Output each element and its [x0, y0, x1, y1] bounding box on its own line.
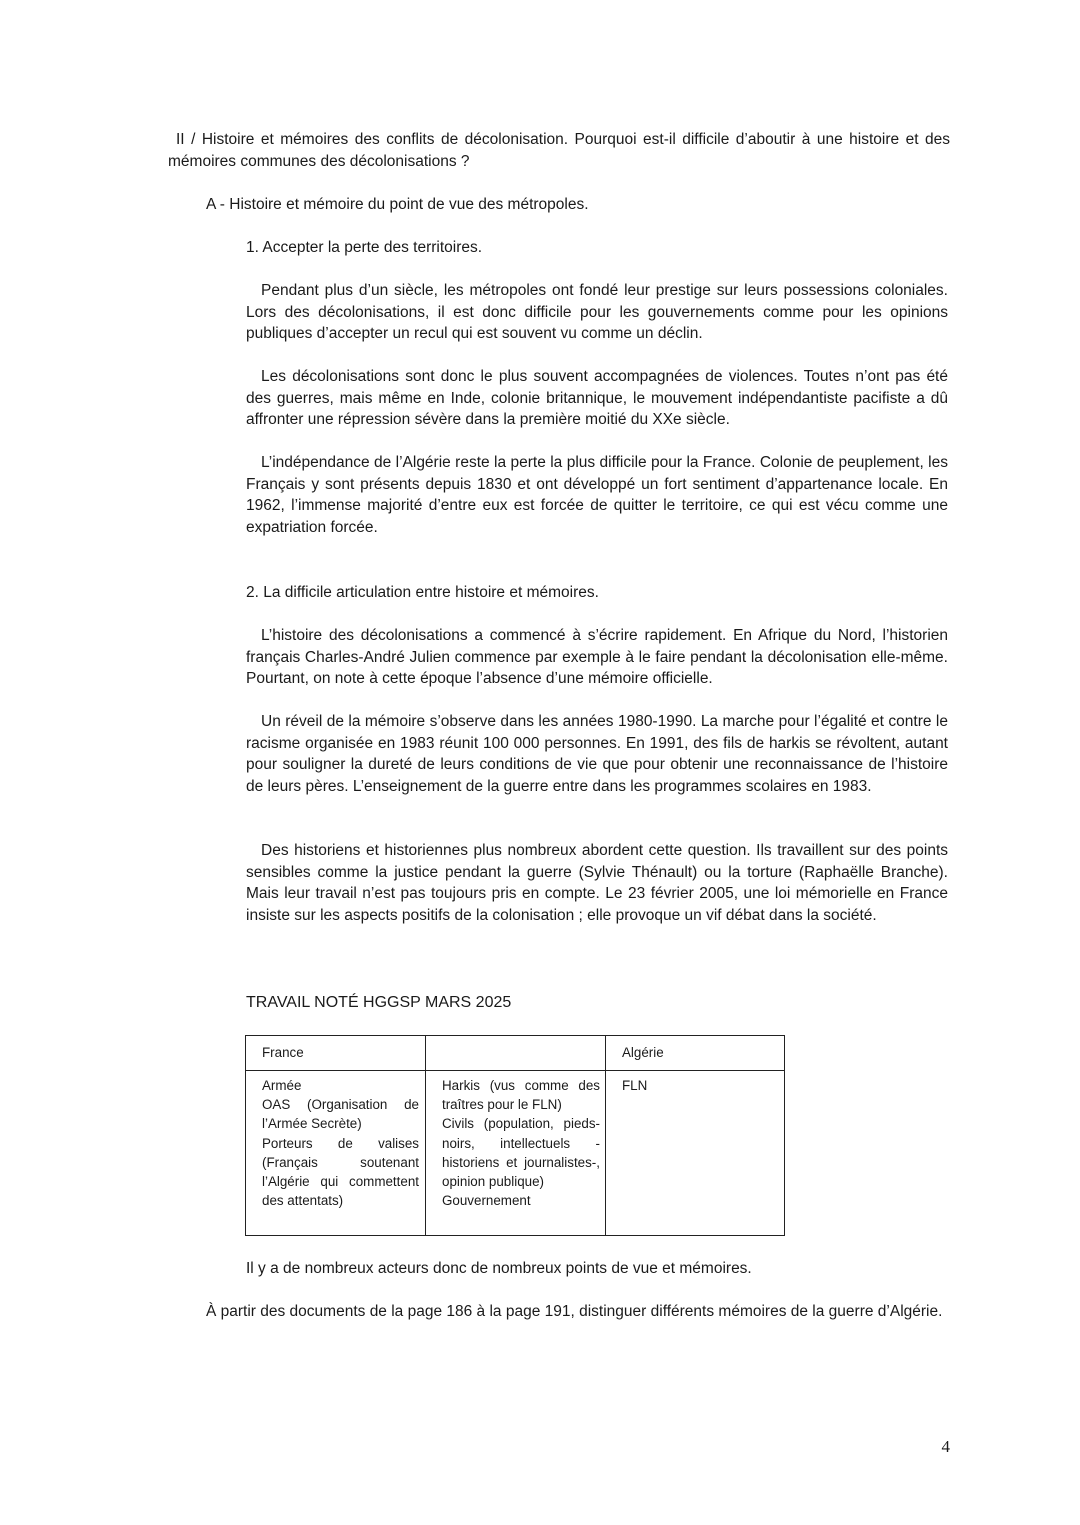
actor-line: FLN: [622, 1078, 648, 1093]
header-middle: [426, 1036, 605, 1043]
paragraph: Des historiens et historiennes plus nombreux abordent cette question. Ils travaillent sur des points sensibles comme la justice pendant la guerre (Sylvie Thénault) ou la torture (Raphaëlle Branche). Mais leur travail n’est pas toujours pris en compte. Le 23 février 2005, une loi mémorielle en France insiste sur les aspects positifs de la colonisation ; elle provoque un vif débat dans la société.: [246, 842, 948, 925]
actor-line: Armée: [262, 1078, 302, 1093]
table-header-cell: [606, 1036, 785, 1071]
paragraph: Les décolonisations sont donc le plus souvent accompagnées de violences. Toutes n’ont pas été des guerres, mais même en Inde, colonie britannique, le mouvement indépendantiste pacifiste a dû affronter une répression sévère dans la première moitié du XXe siècle.: [246, 368, 948, 429]
table-cell: [606, 1071, 785, 1236]
actor-line: Harkis (vus comme des traîtres pour le FLN): [442, 1078, 600, 1113]
subsection-a-title: A - Histoire et mémoire du point de vue des métropoles.: [206, 196, 589, 213]
paragraph: Un réveil de la mémoire s’observe dans les années 1980-1990. La marche pour l’égalité et contre le racisme organisée en 1983 réunit 100 000 personnes. En 1991, des fils de harkis se révoltent, autant pour souligner la dureté de leurs conditions de vie que pour obtenir une reconnaissance de l’histoire de leurs pères. L’enseignement de la guerre entre dans les programmes scolaires en 1983.: [246, 713, 948, 796]
algerie-actors: [606, 1071, 784, 1095]
actor-line: Gouvernement: [442, 1193, 531, 1209]
actor-line: OAS (Organisation de l’Armée Secrète): [262, 1097, 419, 1132]
conclusion-text: Il y a de nombreux acteurs donc de nombreux points de vue et mémoires.: [246, 1260, 752, 1277]
table-header-cell: [426, 1036, 606, 1071]
section-title: II / Histoire et mémoires des conflits de décolonisation. Pourquoi est-il difficile d’aboutir à une histoire et des mémoires communes des décolonisations ?: [168, 131, 950, 170]
paragraph: Pendant plus d’un siècle, les métropoles ont fondé leur prestige sur leurs possessions coloniales. Lors des décolonisations, il est donc difficile pour les gouvernements comme pour les opinions publiques d’accepter un recul qui est souvent vu comme un déclin.: [246, 282, 948, 343]
actor-line: Porteurs de valises (Français soutenant l’Algérie qui commettent des attentats): [262, 1135, 419, 1209]
table-header-cell: [246, 1036, 426, 1071]
assignment-instruction: À partir des documents de la page 186 à la page 191, distinguer différents mémoires de la guerre d’Algérie.: [206, 1303, 943, 1320]
paragraph: L’histoire des décolonisations a commencé à s’écrire rapidement. En Afrique du Nord, l’historien français Charles-André Julien commence par exemple à le faire pendant la décolonisation elle-même. Pourtant, on note à cette époque l’absence d’une mémoire officielle.: [246, 627, 948, 688]
actor-line: Civils (population, pieds-noirs, intellectuels -historiens et journalistes-, opinion publique): [442, 1116, 600, 1190]
actors-table: [245, 1035, 785, 1236]
paragraph: L’indépendance de l’Algérie reste la perte la plus difficile pour la France. Colonie de peuplement, les Français y sont présents depuis 1830 et ont développé un fort sentiment d’appartenance locale. En 1962, l’immense majorité d’entre eux est forcée de quitter le territoire, ce qui est vécu comme une expatriation forcée.: [246, 454, 948, 537]
header-france: France: [262, 1045, 304, 1060]
assignment-title: TRAVAIL NOTÉ HGGSP MARS 2025: [246, 994, 512, 1011]
table-cell: [246, 1071, 426, 1236]
part-2-heading: 2. La difficile articulation entre histoire et mémoires.: [246, 584, 599, 601]
table-cell: [426, 1071, 606, 1236]
france-actors: [246, 1071, 425, 1210]
table-header-row: [246, 1036, 785, 1071]
middle-actors: [426, 1071, 605, 1210]
page-number: 4: [941, 1437, 950, 1456]
part-1-heading: 1. Accepter la perte des territoires.: [246, 239, 483, 256]
header-algerie: Algérie: [622, 1045, 664, 1060]
table-row: [246, 1071, 785, 1236]
